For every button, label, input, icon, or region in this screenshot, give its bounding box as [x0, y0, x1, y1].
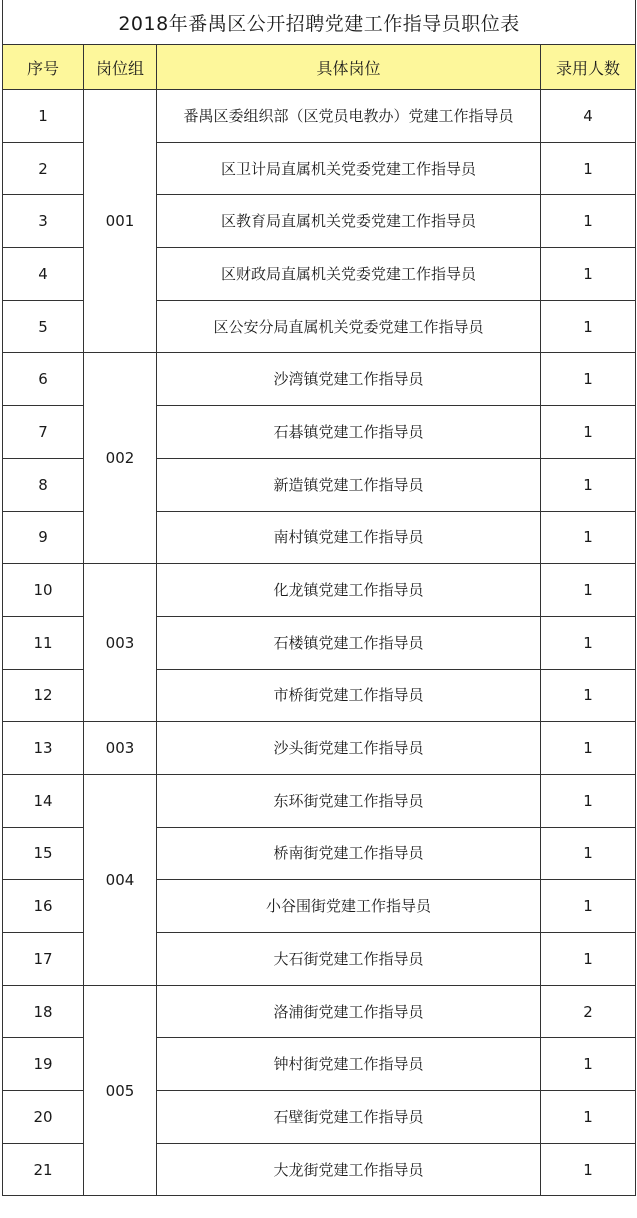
row-position: 石碁镇党建工作指导员	[157, 406, 541, 459]
row-position: 洛浦街党建工作指导员	[157, 985, 541, 1038]
group-cell-004: 004	[84, 774, 157, 985]
job-position-table	[2, 0, 636, 1196]
header-group: 岗位组	[84, 45, 157, 90]
row-seq: 6	[3, 353, 84, 406]
table-row	[3, 90, 636, 143]
row-count: 1	[541, 353, 636, 406]
row-position: 市桥街党建工作指导员	[157, 669, 541, 722]
row-count: 1	[541, 722, 636, 775]
row-seq: 18	[3, 985, 84, 1038]
row-count: 1	[541, 300, 636, 353]
header-seq: 序号	[3, 45, 84, 90]
group-cell-001: 001	[84, 90, 157, 353]
row-count: 1	[541, 880, 636, 933]
row-position: 新造镇党建工作指导员	[157, 458, 541, 511]
row-position: 沙头街党建工作指导员	[157, 722, 541, 775]
group-cell-003-b: 003	[84, 722, 157, 775]
row-seq: 10	[3, 564, 84, 617]
table-title: 2018年番禺区公开招聘党建工作指导员职位表	[3, 0, 636, 45]
row-position: 钟村街党建工作指导员	[157, 1038, 541, 1091]
row-seq: 1	[3, 90, 84, 143]
row-position: 东环街党建工作指导员	[157, 774, 541, 827]
row-seq: 7	[3, 406, 84, 459]
row-count: 1	[541, 458, 636, 511]
row-count: 1	[541, 1091, 636, 1144]
row-count: 1	[541, 827, 636, 880]
row-position: 南村镇党建工作指导员	[157, 511, 541, 564]
row-count: 1	[541, 142, 636, 195]
row-seq: 5	[3, 300, 84, 353]
row-count: 1	[541, 248, 636, 301]
row-position: 区教育局直属机关党委党建工作指导员	[157, 195, 541, 248]
header-position: 具体岗位	[157, 45, 541, 90]
table-row	[3, 985, 636, 1038]
row-position: 区财政局直属机关党委党建工作指导员	[157, 248, 541, 301]
row-count: 1	[541, 933, 636, 986]
row-count: 1	[541, 669, 636, 722]
group-cell-005: 005	[84, 985, 157, 1196]
table-row	[3, 353, 636, 406]
row-count: 1	[541, 774, 636, 827]
header-count: 录用人数	[541, 45, 636, 90]
row-count: 1	[541, 1143, 636, 1196]
row-position: 区卫计局直属机关党委党建工作指导员	[157, 142, 541, 195]
row-position: 区公安分局直属机关党委党建工作指导员	[157, 300, 541, 353]
row-count: 1	[541, 406, 636, 459]
row-seq: 21	[3, 1143, 84, 1196]
row-seq: 16	[3, 880, 84, 933]
table-row	[3, 722, 636, 775]
row-position: 沙湾镇党建工作指导员	[157, 353, 541, 406]
row-count: 1	[541, 616, 636, 669]
row-seq: 11	[3, 616, 84, 669]
header-row	[3, 45, 636, 90]
row-position: 小谷围街党建工作指导员	[157, 880, 541, 933]
row-seq: 9	[3, 511, 84, 564]
row-seq: 19	[3, 1038, 84, 1091]
row-position: 大石街党建工作指导员	[157, 933, 541, 986]
table-row	[3, 564, 636, 617]
row-position: 石楼镇党建工作指导员	[157, 616, 541, 669]
group-cell-002: 002	[84, 353, 157, 564]
row-seq: 20	[3, 1091, 84, 1144]
row-count: 1	[541, 1038, 636, 1091]
row-position: 石壁街党建工作指导员	[157, 1091, 541, 1144]
row-seq: 12	[3, 669, 84, 722]
row-position: 番禺区委组织部（区党员电教办）党建工作指导员	[157, 90, 541, 143]
row-seq: 15	[3, 827, 84, 880]
row-seq: 17	[3, 933, 84, 986]
row-seq: 4	[3, 248, 84, 301]
row-position: 桥南街党建工作指导员	[157, 827, 541, 880]
row-seq: 8	[3, 458, 84, 511]
row-count: 1	[541, 511, 636, 564]
row-count: 4	[541, 90, 636, 143]
row-seq: 14	[3, 774, 84, 827]
table-row	[3, 774, 636, 827]
row-count: 1	[541, 195, 636, 248]
row-position: 化龙镇党建工作指导员	[157, 564, 541, 617]
row-seq: 2	[3, 142, 84, 195]
row-seq: 3	[3, 195, 84, 248]
group-cell-003: 003	[84, 564, 157, 722]
row-position: 大龙街党建工作指导员	[157, 1143, 541, 1196]
row-count: 1	[541, 564, 636, 617]
row-seq: 13	[3, 722, 84, 775]
row-count: 2	[541, 985, 636, 1038]
